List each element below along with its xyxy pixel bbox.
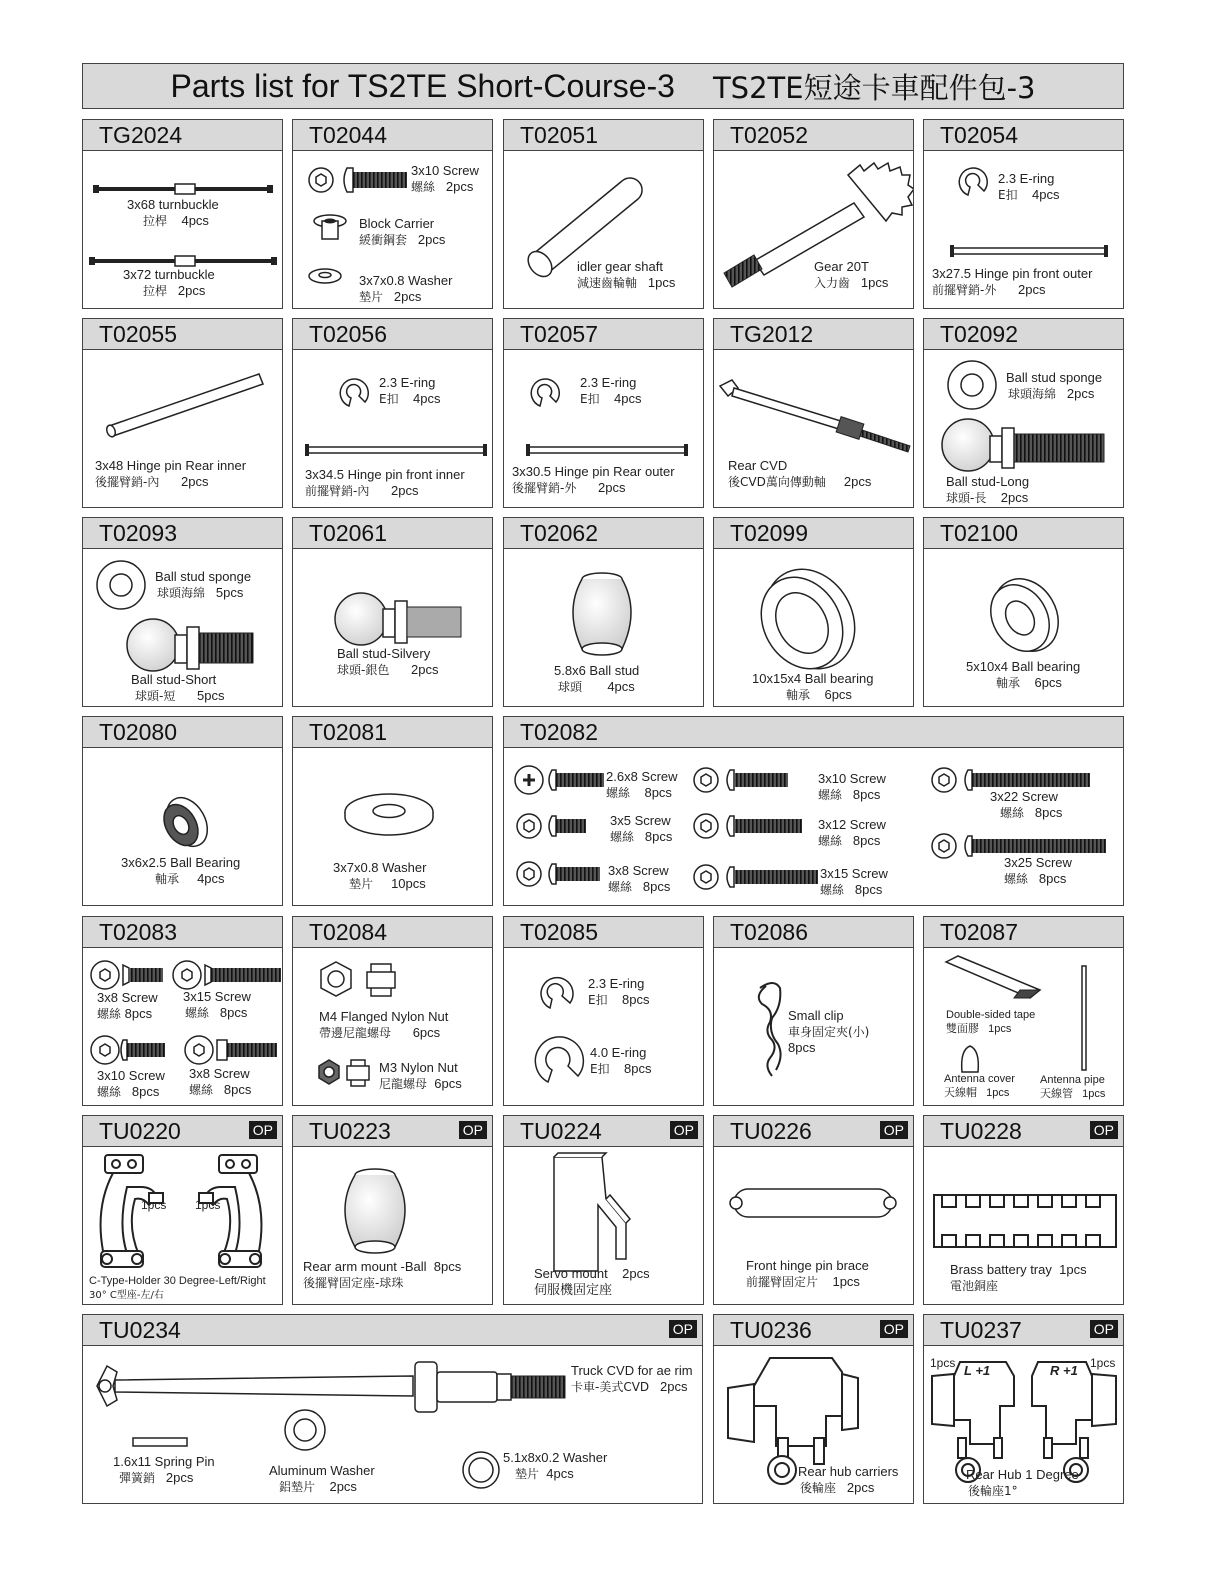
op-badge: OP: [459, 1121, 487, 1139]
part-card-tg2012: [713, 318, 914, 508]
part-card-t02087: [923, 916, 1124, 1106]
part-card-t02100: [923, 517, 1124, 707]
part-label: Block Carrier 緩衝鋼套 2pcs: [359, 216, 446, 247]
part-label: 3x22 Screw 螺絲 8pcs: [990, 789, 1063, 820]
right-tag: R +1: [1050, 1363, 1078, 1378]
part-code: T02052: [730, 122, 809, 148]
part-label: Antenna cover 天線帽 1pcs: [944, 1073, 1015, 1099]
part-label: Front hinge pin brace 前擺臂固定片 1pcs: [746, 1258, 869, 1289]
part-label: Brass battery tray 1pcs 電池銅座: [950, 1262, 1087, 1293]
part-code: TU0226: [730, 1118, 812, 1144]
part-label: Ball stud-Silvery 球頭-銀色 2pcs: [337, 646, 439, 677]
part-code: TU0224: [520, 1118, 602, 1144]
op-badge: OP: [669, 1320, 697, 1338]
part-card-t02083: [82, 916, 283, 1106]
part-card-t02086: [713, 916, 914, 1106]
part-label: 3x15 Screw 螺絲 8pcs: [820, 866, 888, 897]
part-card-tu0234: [82, 1314, 703, 1504]
part-code: T02093: [99, 520, 178, 546]
part-label: Rear CVD 後CVD萬向傳動軸 2pcs: [728, 458, 872, 489]
part-card-t02062: [503, 517, 704, 707]
part-label: Ball stud sponge 球頭海綿 5pcs: [155, 569, 252, 600]
part-code: T02084: [309, 919, 388, 945]
part-code: T02100: [940, 520, 1019, 546]
part-card-t02084: [292, 916, 493, 1106]
part-code: T02057: [520, 321, 599, 347]
part-card-t02055: [82, 318, 283, 508]
part-label: C-Type-Holder 30 Degree-Left/Right 30° C型座-左/右: [89, 1275, 266, 1301]
part-code: T02083: [99, 919, 178, 945]
part-label: 2.3 E-ring E扣 4pcs: [580, 375, 642, 406]
part-label: Rear hub carriers 後輪座 2pcs: [798, 1464, 899, 1495]
part-code: T02062: [520, 520, 599, 546]
part-card-tg2024: [82, 119, 283, 309]
part-label: 3x7x0.8 Washer 墊片 10pcs: [333, 860, 427, 891]
qty-right: 1pcs: [195, 1198, 221, 1212]
part-code: T02082: [520, 719, 599, 745]
part-label: 3x48 Hinge pin Rear inner 後擺臂銷-內 2pcs: [95, 458, 247, 489]
part-code: T02056: [309, 321, 388, 347]
part-code: TU0236: [730, 1317, 812, 1343]
part-code: T02086: [730, 919, 809, 945]
qty-left: 1pcs: [930, 1356, 956, 1370]
title-chinese: TS2TE短途卡車配件包-3: [712, 70, 1036, 105]
part-label: M3 Nylon Nut 尼龍螺母 6pcs: [379, 1060, 462, 1091]
part-code: T02085: [520, 919, 599, 945]
part-code: TU0220: [99, 1118, 181, 1144]
part-card-t02057: [503, 318, 704, 508]
part-code: T02055: [99, 321, 178, 347]
part-card-t02051: [503, 119, 704, 309]
part-label: 3x34.5 Hinge pin front inner 前擺臂銷-內 2pcs: [305, 467, 465, 498]
part-code: TU0228: [940, 1118, 1022, 1144]
part-label: 3x10 Screw 螺絲 8pcs: [97, 1068, 165, 1099]
part-label: 3x7x0.8 Washer 墊片 2pcs: [359, 273, 453, 304]
part-card-t02085: [503, 916, 704, 1106]
part-label: Small clip 車身固定夾(小) 8pcs: [788, 1008, 870, 1055]
part-card-tu0223: [292, 1115, 493, 1305]
part-code: T02051: [520, 122, 599, 148]
part-label: Ball stud sponge 球頭海綿 2pcs: [1006, 370, 1103, 401]
part-label: 5x10x4 Ball bearing 軸承 6pcs: [966, 659, 1081, 690]
part-label: 3x8 Screw 螺絲 8pcs: [189, 1066, 252, 1097]
part-label: 3x72 turnbuckle 拉桿 2pcs: [123, 267, 215, 298]
part-card-t02061: [292, 517, 493, 707]
part-label: 3x12 Screw 螺絲 8pcs: [818, 817, 886, 848]
op-badge: OP: [880, 1320, 908, 1338]
part-label: idler gear shaft 減速齒輪軸 1pcs: [577, 259, 676, 290]
title-english: Parts list for TS2TE Short-Course-3: [170, 67, 675, 104]
part-label: Gear 20T 入力齒 1pcs: [814, 259, 889, 290]
part-label: Rear arm mount -Ball 8pcs 後擺臂固定座-球珠: [303, 1259, 462, 1290]
part-card-t02081: [292, 716, 493, 906]
part-code: T02061: [309, 520, 388, 546]
qty-left: 1pcs: [141, 1198, 167, 1212]
part-code: TU0223: [309, 1118, 391, 1144]
part-label: 10x15x4 Ball bearing 軸承 6pcs: [752, 671, 874, 702]
part-label: 5.1x8x0.2 Washer 墊片 4pcs: [503, 1450, 608, 1481]
part-card-tu0226: [713, 1115, 914, 1305]
part-label: Ball stud-Long 球頭-長 2pcs: [946, 474, 1030, 505]
part-label: 3x8 Screw 螺絲 8pcs: [97, 990, 158, 1021]
part-label: 2.3 E-ring E扣 4pcs: [379, 375, 441, 406]
part-label: Rear Hub 1 Degree 後輪座1°: [966, 1467, 1079, 1498]
part-card-t02044: [292, 119, 493, 309]
part-label: 3x5 Screw 螺絲 8pcs: [610, 813, 673, 844]
part-label: Aluminum Washer 鋁墊片 2pcs: [269, 1463, 375, 1494]
part-label: Double-sided tape 雙面膠 1pcs: [946, 1009, 1036, 1035]
op-badge: OP: [1090, 1121, 1118, 1139]
part-code: TU0237: [940, 1317, 1022, 1343]
part-card-t02054: [923, 119, 1124, 309]
part-label: 3x68 turnbuckle 拉桿 4pcs: [127, 197, 219, 228]
part-card-t02092: [923, 318, 1124, 508]
part-label: 5.8x6 Ball stud 球頭 4pcs: [554, 663, 640, 694]
part-code: T02054: [940, 122, 1019, 148]
op-badge: OP: [880, 1121, 908, 1139]
part-label: Truck CVD for ae rim 卡車-美式CVD 2pcs: [571, 1363, 693, 1394]
part-label: 3x10 Screw 螺絲 8pcs: [818, 771, 886, 802]
part-label: M4 Flanged Nylon Nut 帶邊尼龍螺母 6pcs: [319, 1009, 449, 1040]
part-label: 3x15 Screw 螺絲 8pcs: [183, 989, 251, 1020]
part-card-tu0228: [923, 1115, 1124, 1305]
part-card-t02052: [713, 119, 914, 309]
part-card-t02056: [292, 318, 493, 508]
ballstud-silvery-illustration: [293, 549, 493, 707]
part-label: 3x8 Screw 螺絲 8pcs: [608, 863, 671, 894]
part-label: 4.0 E-ring E扣 8pcs: [590, 1045, 652, 1076]
part-card-tu0236: [713, 1314, 914, 1504]
part-card-tu0224: [503, 1115, 704, 1305]
part-card-t02099: [713, 517, 914, 707]
part-code: TG2012: [730, 321, 814, 347]
op-badge: OP: [1090, 1320, 1118, 1338]
part-label: Servo mount 2pcs 伺服機固定座: [534, 1266, 650, 1298]
part-label: Antenna pipe 天線管 1pcs: [1040, 1074, 1106, 1100]
part-card-t02080: [82, 716, 283, 906]
ering-illustration: [504, 948, 704, 1106]
part-label: 3x30.5 Hinge pin Rear outer 後擺臂銷-外 2pcs: [512, 464, 675, 495]
part-label: 2.3 E-ring E扣 8pcs: [588, 976, 650, 1007]
part-label: 3x25 Screw 螺絲 8pcs: [1004, 855, 1072, 886]
part-card-t02082: [503, 716, 1124, 906]
part-label: 3x27.5 Hinge pin front outer 前擺臂銷-外 2pcs: [932, 266, 1093, 297]
part-card-tu0220: [82, 1115, 283, 1305]
part-label: 2.6x8 Screw 螺絲 8pcs: [606, 769, 678, 800]
part-code: T02099: [730, 520, 809, 546]
part-code: TG2024: [99, 122, 183, 148]
op-badge: OP: [249, 1121, 277, 1139]
part-code: T02044: [309, 122, 388, 148]
part-label: 1.6x11 Spring Pin 彈簧銷 2pcs: [113, 1454, 215, 1485]
part-code: T02081: [309, 719, 388, 745]
part-code: T02080: [99, 719, 178, 745]
part-card-tu0237: [923, 1314, 1124, 1504]
part-label: 3x6x2.5 Ball Bearing 軸承 4pcs: [121, 855, 241, 886]
left-tag: L +1: [964, 1363, 991, 1378]
part-code: T02092: [940, 321, 1019, 347]
part-label: Ball stud-Short 球頭-短 5pcs: [131, 672, 225, 703]
op-badge: OP: [670, 1121, 698, 1139]
part-label: 2.3 E-ring E扣 4pcs: [998, 171, 1060, 202]
part-card-t02093: [82, 517, 283, 707]
page-title: [82, 63, 1124, 109]
part-code: TU0234: [99, 1317, 181, 1343]
qty-right: 1pcs: [1090, 1356, 1116, 1370]
part-code: T02087: [940, 919, 1019, 945]
part-label: 3x10 Screw 螺絲 2pcs: [411, 163, 479, 194]
